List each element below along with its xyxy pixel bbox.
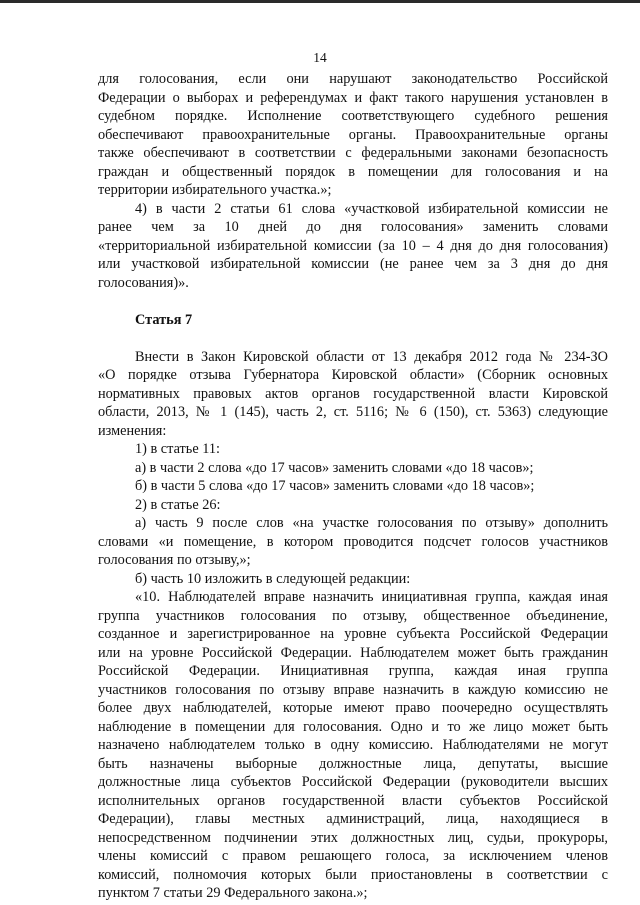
page-number: 14 [313,50,327,65]
text-line: 2) в статье 26: [135,496,221,513]
text-line: или на уровне Российской Федерации. Наблюдателем может быть гражданин [98,644,608,661]
text-line: а) часть 9 после слов «на участке голосования по отзыву» дополнить [135,515,608,531]
text-line: нормативных правовых актов органов государственной власти Кировской [98,385,608,402]
text-line: ранее чем за 10 дней до дня голосования» заменить словами [98,219,608,235]
text-line: непосредственном подчинении этих должностных лиц, судьи, прокуроры, [98,829,608,846]
text-line: словами «и помещение, в котором проводится подсчет голосов участников [98,533,608,550]
text-line: 1) в статье 11: [135,441,220,457]
text-line: быть назначены выборные должностные лица, депутаты, высшие [98,755,608,772]
text-line: созданное и зарегистрированное на уровне субъекта Российской Федерации [98,626,608,642]
text-line: Внести в Закон Кировской области от 13 декабря 2012 года № 234-ЗО [135,348,608,365]
text-line: б) часть 10 изложить в следующей редакции: [135,570,411,587]
spacer [98,329,608,348]
text-line: голосования по отзыву,»; [98,552,251,568]
text-line: Федерации о выборах и референдумах и факт такого нарушения установлен в [98,89,608,106]
spacer [98,292,608,311]
text-line: судебном порядке. Исполнение соответствующего судебного решения [98,108,608,124]
text-line: области, 2013, № 1 (145), часть 2, ст. 5116; № 6 (150), ст. 5363) следующие [98,404,608,420]
text-line: для голосования, если они нарушают законодательство Российской [98,71,608,87]
text-line: участников голосования по отзыву вправе назначить в каждую комиссию не [98,681,608,698]
text-line: 4) в части 2 статьи 61 слова «участковой избирательной комиссии не [135,200,608,217]
text-line: комиссий, полномочия которых были приостановлены в соответствии с [98,866,608,883]
text-line: граждан и общественный порядок в помещении для голосования и на [98,163,608,180]
text-line: изменения: [98,422,167,439]
text-line: обеспечивают правоохранительные органы. Правоохранительные органы [98,126,608,143]
article-heading: Статья 7 [135,311,193,328]
document-body [98,70,608,903]
text-line: также обеспечивают в соответствии с федеральными законами безопасность [98,145,608,161]
text-line: б) в части 5 слова «до 17 часов» заменить словами «до 18 часов»; [135,478,535,494]
text-line: территории избирательного участка.»; [98,182,332,198]
text-line: должностные лица субъектов Российской Федерации (руководители высших [98,774,608,790]
text-line: исполнительных органов государственной власти субъектов Российской [98,792,608,809]
text-line: голосования)». [98,274,189,291]
text-line: Федерации), главы местных администраций, лица, находящиеся в [98,811,608,827]
text-line: назначено наблюдателем только в одну комиссию. Наблюдателями не могут [98,737,608,753]
text-line: «территориальной избирательной комиссии (за 10 – 4 дня до дня голосования) [98,237,608,254]
text-line: «10. Наблюдателей вправе назначить инициативная группа, каждая иная [135,589,608,605]
text-line: наблюдение в помещении для голосования. Одно и то же лицо может быть [98,718,608,735]
text-line: Российской Федерации. Инициативная группа, каждая иная группа [98,663,608,679]
text-line: пунктом 7 статьи 29 Федерального закона.»; [98,885,368,901]
text-line: члены комиссий с правом решающего голоса, за исключением членов [98,848,608,864]
page-top-border [0,0,640,3]
text-line: «О порядке отзыва Губернатора Кировской области» (Сборник основных [98,367,608,383]
text-line: более двух наблюдателей, которые имеют право поочередно осуществлять [98,700,608,716]
text-line: или участковой избирательной комиссии (не ранее чем за 3 дня до дня [98,256,608,272]
text-line: а) в части 2 слова «до 17 часов» заменить словами «до 18 часов»; [135,459,534,476]
text-line: группа участников голосования по отзыву, общественное объединение, [98,607,608,624]
